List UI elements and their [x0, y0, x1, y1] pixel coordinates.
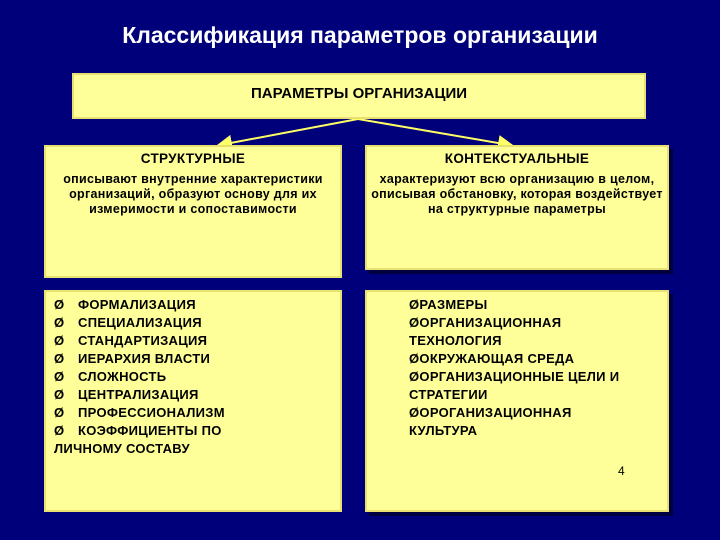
bullet-arrow-icon: Ø: [409, 315, 420, 330]
bullet-arrow-icon: Ø: [54, 405, 65, 420]
contextual-header-box: [365, 145, 669, 270]
bullet-arrow-icon: Ø: [409, 351, 420, 366]
bullet-arrow-icon: Ø: [54, 369, 65, 384]
list-item: ØОРГАНИЗАЦИОННЫЕ ЦЕЛИ И СТРАТЕГИИ: [409, 369, 620, 402]
bullet-arrow-icon: Ø: [54, 387, 65, 402]
list-item: ØОКРУЖАЮЩАЯ СРЕДА: [409, 351, 575, 366]
list-item: Ø КОЭФФИЦИЕНТЫ ПО ЛИЧНОМУ СОСТАВУ: [54, 423, 222, 456]
list-item: Ø СТАНДАРТИЗАЦИЯ: [54, 333, 208, 348]
parameters-box: ПАРАМЕТРЫ ОРГАНИЗАЦИИ: [72, 73, 646, 119]
bullet-arrow-icon: Ø: [409, 405, 420, 420]
list-item: Ø ЦЕНТРАЛИЗАЦИЯ: [54, 387, 199, 402]
bullet-arrow-icon: Ø: [54, 297, 65, 312]
list-item: Ø ФОРМАЛИЗАЦИЯ: [54, 297, 196, 312]
arrow-to-contextual: [358, 119, 510, 145]
page-number: 4: [618, 464, 625, 478]
structural-header-box: [44, 145, 342, 278]
list-item: Ø ПРОФЕССИОНАЛИЗМ: [54, 405, 225, 420]
bullet-arrow-icon: Ø: [409, 297, 420, 312]
arrow-to-structural: [220, 119, 358, 145]
contextual-name: КОНТЕКСТУАЛЬНЫЕ: [444, 151, 590, 166]
structural-name: СТРУКТУРНЫЕ: [140, 151, 246, 166]
bullet-arrow-icon: Ø: [54, 333, 65, 348]
bullet-arrow-icon: Ø: [409, 369, 420, 384]
structural-list-box: [44, 290, 342, 512]
list-item: Ø ИЕРАРХИЯ ВЛАСТИ: [54, 351, 211, 366]
bullet-arrow-icon: Ø: [54, 351, 65, 366]
list-item: Ø СЛОЖНОСТЬ: [54, 369, 167, 384]
bullet-arrow-icon: Ø: [54, 315, 65, 330]
list-item: ØРАЗМЕРЫ: [409, 297, 488, 312]
list-item: ØОРГАНИЗАЦИОННАЯ ТЕХНОЛОГИЯ: [409, 315, 562, 348]
contextual-list-box: [365, 290, 669, 512]
slide-title: Классификация параметров организации: [122, 22, 598, 48]
bullet-arrow-icon: Ø: [54, 423, 65, 438]
structural-description: описывают внутренние характеристики организаций, образуют основу для их измеримости и сопоставимости: [63, 172, 323, 216]
list-item: Ø СПЕЦИАЛИЗАЦИЯ: [54, 315, 202, 330]
list-item: ØОРОГАНИЗАЦИОННАЯ КУЛЬТУРА: [409, 405, 572, 438]
contextual-description: характеризуют всю организацию в целом, описывая обстановку, которая воздействует на структурные параметры: [371, 172, 663, 216]
